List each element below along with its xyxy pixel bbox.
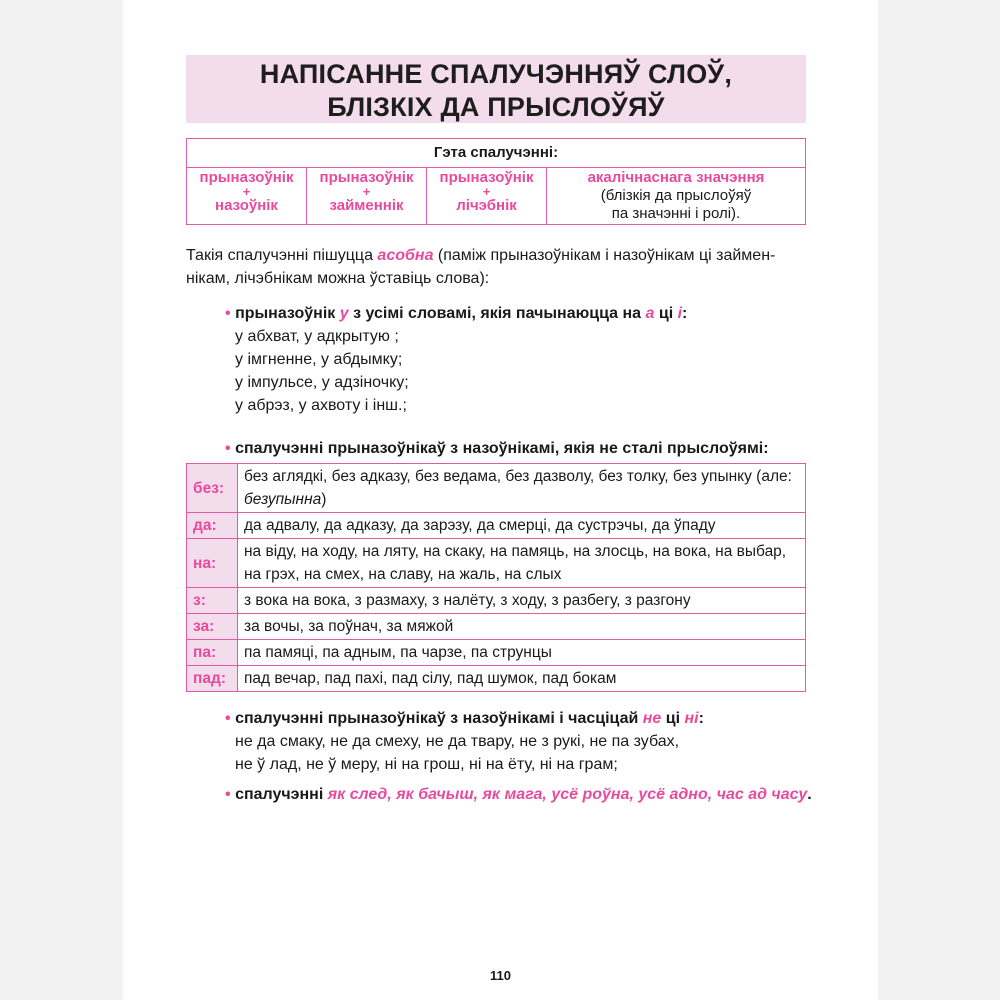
bullet-1	[225, 302, 687, 417]
prep-text: без аглядкі, без адказу, без ведама, без дазволу, без толку, без упынку (але:	[244, 468, 792, 485]
bullet-3	[225, 707, 704, 776]
intro-highlight: асобна	[377, 247, 434, 264]
bullet-2-heading	[225, 437, 769, 460]
plus-sign: +	[482, 184, 491, 199]
intro-text-1: Такія спалучэнні пішуцца	[186, 247, 378, 264]
prep-examples	[238, 464, 806, 513]
prep-examples: да адвалу, да адказу, да зарэзу, да смерці, да сустрэчы, да ўпаду	[238, 513, 806, 539]
prep-cell: пад:	[187, 666, 238, 692]
bullet-dot: •	[225, 440, 231, 457]
b4-text: спалучэнні	[235, 786, 328, 803]
prep-cell: на:	[187, 539, 238, 588]
bullet-1-heading	[225, 302, 687, 325]
type-bottom: назоўнік	[215, 197, 278, 214]
title-line-2: БЛІЗКІХ ДА ПРЫСЛОЎЯЎ	[327, 92, 665, 122]
title-banner	[186, 55, 806, 123]
prep-examples: пад вечар, пад пахі, пад сілу, пад шумок, пад бокам	[238, 666, 806, 692]
b3-text: спалучэнні прыназоўнікаў з назоўнікамі і часціцай	[235, 710, 643, 727]
table-row	[187, 513, 806, 539]
type-top: прыназоўнік	[439, 169, 534, 186]
example-line: у абхват, у адкрытую ;	[235, 328, 399, 345]
bullet-dot: •	[225, 786, 231, 803]
b3-text: :	[698, 710, 704, 727]
table-row	[187, 539, 806, 588]
table-row	[187, 614, 806, 640]
type-cell-numeral	[427, 168, 547, 225]
b1-text: з усімі словамі, якія пачынаюцца на	[348, 305, 646, 322]
prep-examples: з вока на вока, з размаху, з налёту, з ходу, з разбегу, з разгону	[238, 588, 806, 614]
type-cell-noun	[187, 168, 307, 225]
prep-cell: за:	[187, 614, 238, 640]
prep-examples: на віду, на ходу, на ляту, на скаку, на памяць, на злосць, на вока, на выбар, на грэх, на смех, на славу, на жаль, на слых	[238, 539, 806, 588]
intro-text-2: (паміж прыназоўнікам і назоўнікам ці займен-нікам, лічэбнікам можна ўставіць слова):	[186, 247, 776, 287]
b3-hl: ні	[684, 710, 699, 727]
b4-hl: як след, як бачыш, як мага, усё роўна, усё адно, час ад часу	[327, 786, 808, 803]
bullet-3-heading	[225, 707, 704, 730]
example-line: не ў лад, не ў меру, ні на грош, ні на ёту, ні на грам;	[235, 756, 618, 773]
bullet-dot: •	[225, 305, 231, 322]
b1-text: прыназоўнік	[235, 305, 340, 322]
plus-sign: +	[242, 184, 251, 199]
prep-tail: )	[321, 491, 327, 508]
b1-text: ці	[654, 305, 678, 322]
meaning-title: акалічнаснага значэння	[587, 169, 765, 186]
example-line: у імгненне, у абдымку;	[235, 351, 403, 368]
type-cell-pronoun	[307, 168, 427, 225]
type-top: прыназоўнік	[199, 169, 294, 186]
meaning-line-3: па значэнні і ролі).	[611, 205, 741, 222]
prep-examples: за вочы, за поўнач, за мяжой	[238, 614, 806, 640]
b2-text: спалучэнні прыназоўнікаў з назоўнікамі, якія не сталі прыслоўямі:	[235, 440, 769, 457]
plus-sign: +	[362, 184, 371, 199]
intro-paragraph	[186, 244, 806, 290]
table-row	[187, 666, 806, 692]
table-row	[187, 464, 806, 513]
example-line: не да смаку, не да смеху, не да твару, не з рукі, не па зубах,	[235, 733, 680, 750]
types-header: Гэта спалучэнні:	[187, 139, 806, 168]
combination-types-table	[186, 138, 806, 225]
table-row	[187, 588, 806, 614]
page-number: 110	[490, 968, 511, 983]
example-line: у абрэз, у ахвоту і інш.;	[235, 397, 407, 414]
b3-hl: не	[642, 710, 662, 727]
bullet-dot: •	[225, 710, 231, 727]
b4-text: .	[807, 786, 812, 803]
prep-cell: да:	[187, 513, 238, 539]
b3-text: ці	[661, 710, 685, 727]
prep-examples: па памяці, па адным, па чарзе, па струнцы	[238, 640, 806, 666]
example-line: у імпульсе, у адзіночку;	[235, 374, 409, 391]
prep-italic: безупынна	[244, 491, 322, 508]
type-bottom: лічэбнік	[456, 197, 517, 214]
b1-text: :	[682, 305, 688, 322]
prep-cell: па:	[187, 640, 238, 666]
prep-cell: без:	[187, 464, 238, 513]
meaning-line-2: (блізкія да прыслоўяў	[600, 187, 752, 204]
b1-hl: і	[677, 305, 683, 322]
type-top: прыназоўнік	[319, 169, 414, 186]
title-line-1: НАПІСАННЕ СПАЛУЧЭННЯЎ СЛОЎ,	[259, 59, 733, 89]
type-cell-meaning	[547, 168, 806, 225]
table-row	[187, 640, 806, 666]
page	[123, 0, 878, 1000]
type-bottom: займеннік	[329, 197, 404, 214]
b1-hl: а	[645, 305, 655, 322]
b1-hl: у	[339, 305, 349, 322]
bullet-4	[225, 783, 812, 806]
prep-cell: з:	[187, 588, 238, 614]
prepositions-table	[186, 463, 806, 692]
